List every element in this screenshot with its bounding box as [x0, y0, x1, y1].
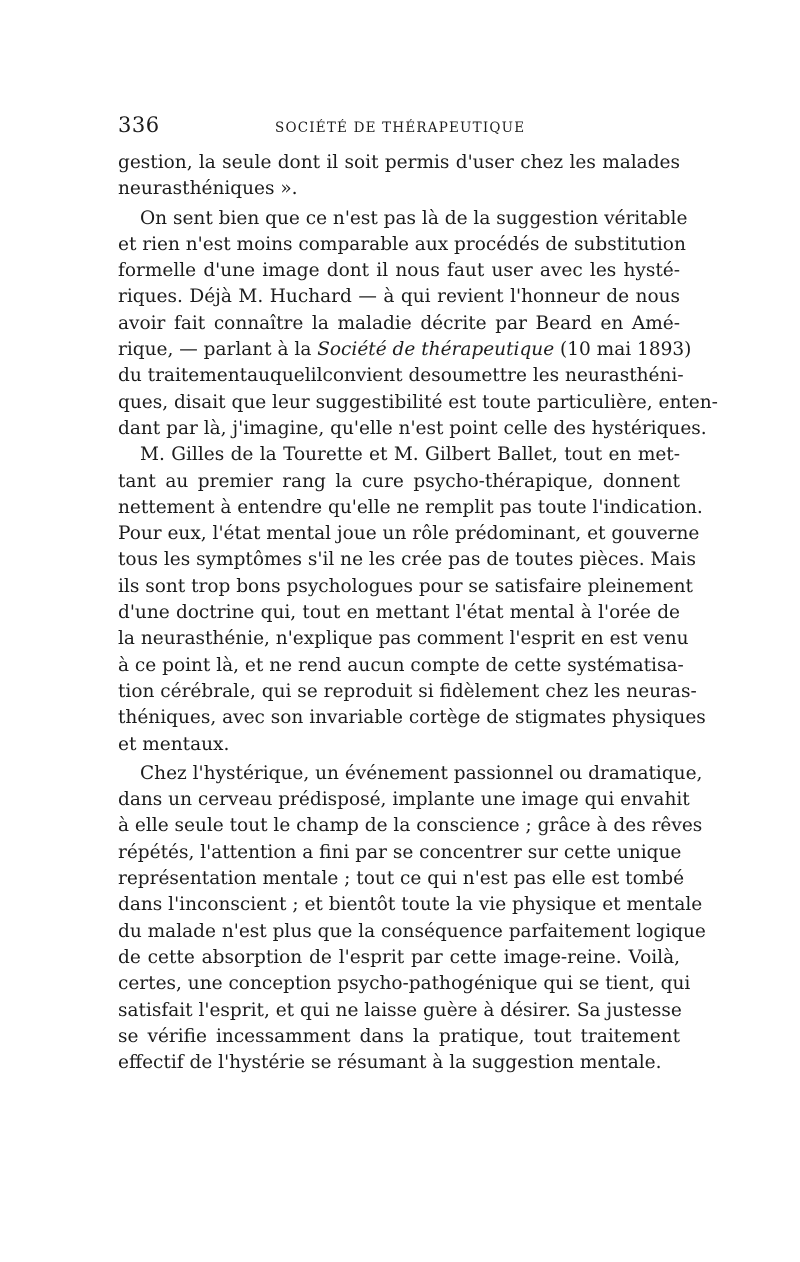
text-line: la neurasthénie, n'explique pas comment l'esprit en est venu	[118, 628, 689, 650]
text-line: On sent bien que ce n'est pas là de la suggestion véritable	[140, 207, 688, 229]
paragraph	[118, 150, 680, 203]
text-line: M. Gilles de la Tourette et M. Gilbert Ballet, tout en met-	[140, 444, 680, 466]
text-line: nettement à entendre qu'elle ne remplit pas toute l'indication.	[118, 496, 703, 518]
text-line: du traitementauquelilconvient desoumettre les neurasthéni-	[118, 365, 684, 387]
paragraph	[118, 761, 706, 1077]
text-line: à elle seule tout le champ de la conscience ; grâce à des rêves	[118, 815, 703, 837]
text-line: du malade n'est plus que la conséquence parfaitement logique	[118, 920, 706, 942]
text-line: tant au premier rang la cure psycho-thérapique, donnent	[118, 470, 680, 492]
text-line: formelle d'une image dont il nous faut user avec les hysté-	[118, 260, 680, 282]
text-line: avoir fait connaître la maladie décrite par Beard en Amé-	[118, 312, 680, 334]
text-line: d'une doctrine qui, tout en mettant l'état mental à l'orée de	[118, 602, 680, 624]
text-segment: rique, — parlant à la	[118, 339, 312, 361]
journal-title: Société de thérapeutique	[317, 339, 555, 361]
text-line: répétés, l'attention a fini par se concentrer sur cette unique	[118, 841, 682, 863]
text-line: effectif de l'hystérie se résumant à la suggestion mentale.	[118, 1052, 662, 1074]
text-line: ils sont trop bons psychologues pour se satisfaire pleinement	[118, 575, 693, 597]
text-line: et rien n'est moins comparable aux procédés de substitution	[118, 233, 686, 255]
paragraph	[118, 442, 706, 758]
text-line: représentation mentale ; tout ce qui n'est pas elle est tombé	[118, 868, 685, 890]
paragraph	[118, 206, 718, 443]
text-line: neurasthéniques ».	[118, 178, 298, 200]
text-line: se vérifie incessamment dans la pratique, tout traitement	[118, 1025, 680, 1047]
text-line: à ce point là, et ne rend aucun compte de cette systématisa-	[118, 654, 684, 676]
text-line: et mentaux.	[118, 733, 230, 755]
text-line: tous les symptômes s'il ne les crée pas de toutes pièces. Mais	[118, 549, 696, 571]
text-line: dant par là, j'imagine, qu'elle n'est point celle des hystériques.	[118, 417, 707, 439]
page-number: 336	[118, 113, 160, 137]
text-segment: (10 mai 1893)	[560, 339, 692, 361]
text-line	[118, 337, 692, 363]
text-line: ques, disait que leur suggestibilité est toute particulière, enten-	[118, 391, 718, 413]
body-text	[118, 150, 718, 1076]
text-line: satisfait l'esprit, et qui ne laisse guère à désirer. Sa justesse	[118, 999, 682, 1021]
text-line: certes, une conception psycho-pathogénique qui se tient, qui	[118, 973, 691, 995]
text-line: Pour eux, l'état mental joue un rôle prédominant, et gouverne	[118, 523, 700, 545]
text-line: gestion, la seule dont il soit permis d'user chez les malades	[118, 152, 680, 173]
text-line: théniques, avec son invariable cortège de stigmates physiques	[118, 707, 706, 729]
running-head: SOCIÉTÉ DE THÉRAPEUTIQUE	[275, 120, 526, 136]
text-line: Chez l'hystérique, un événement passionnel ou dramatique,	[140, 762, 703, 784]
text-line: de cette absorption de l'esprit par cette image-reine. Voilà,	[118, 946, 680, 968]
text-line: tion cérébrale, qui se reproduit si fidèlement chez les neuras-	[118, 680, 697, 702]
text-line: riques. Déjà M. Huchard — à qui revient l'honneur de nous	[118, 286, 680, 308]
text-line: dans l'inconscient ; et bientôt toute la vie physique et mentale	[118, 894, 703, 916]
text-line: dans un cerveau prédisposé, implante une image qui envahit	[118, 789, 690, 811]
